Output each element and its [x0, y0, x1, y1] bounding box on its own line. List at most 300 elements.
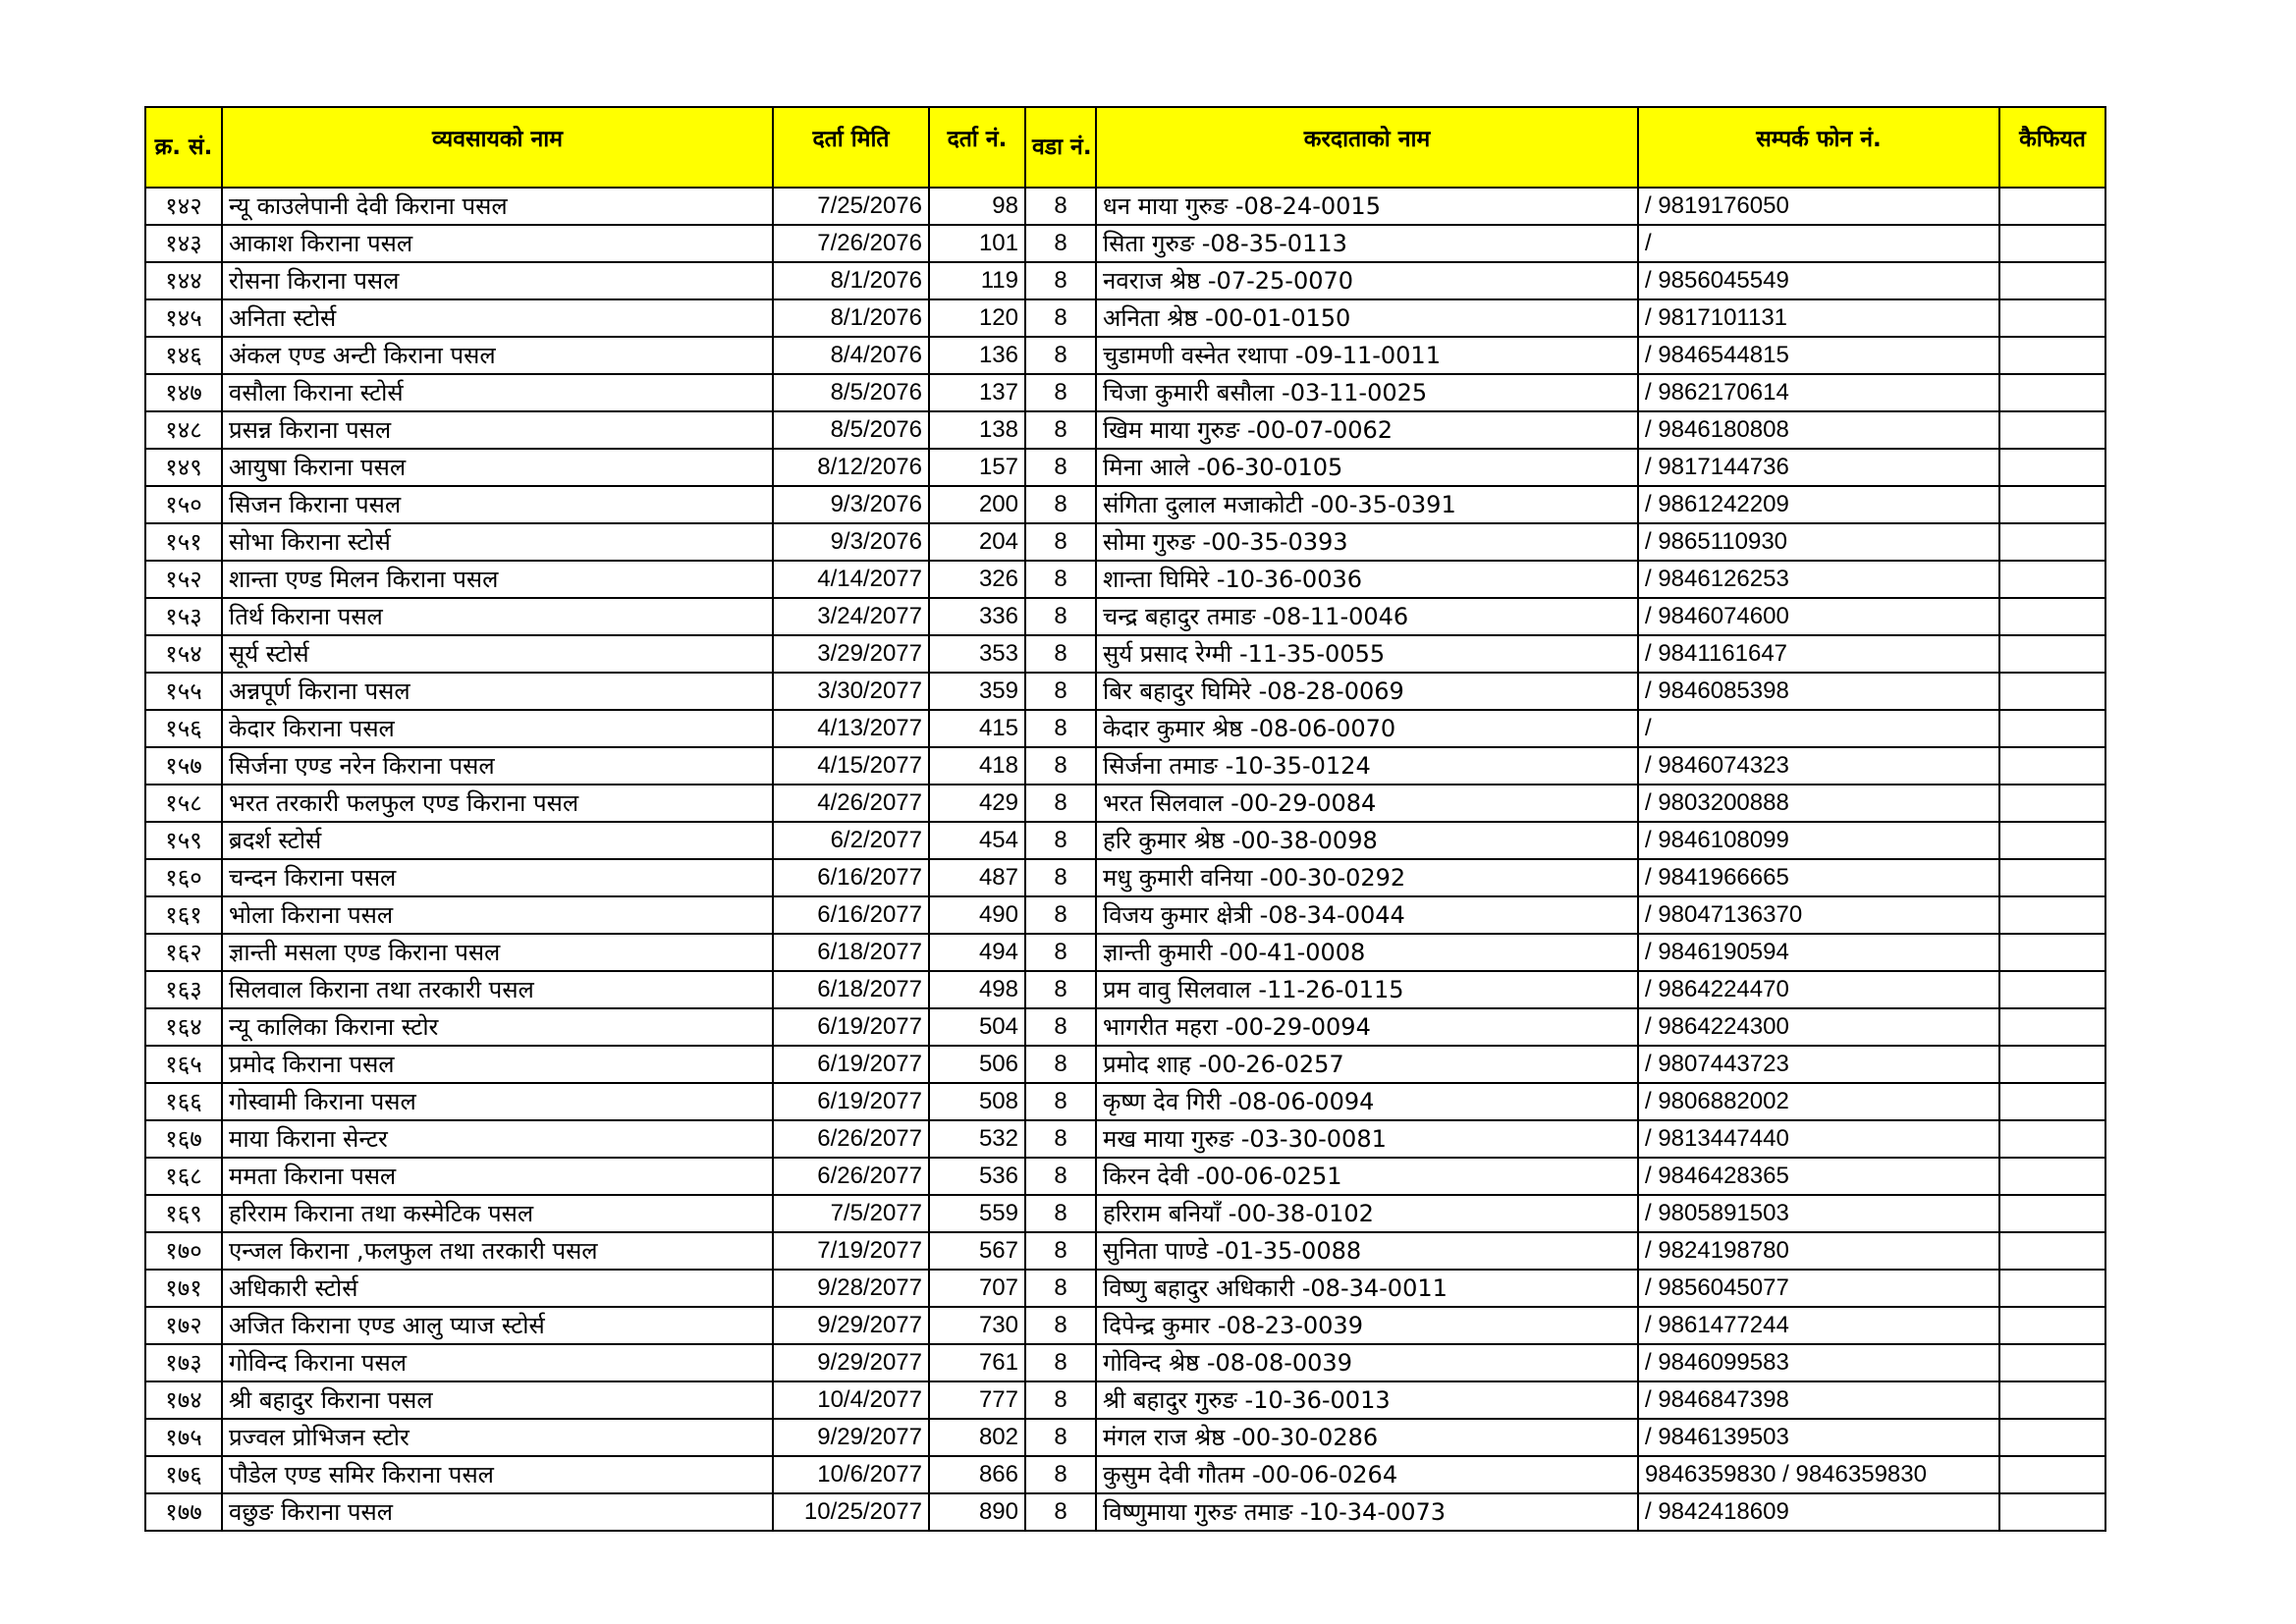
- cell-sn: १५५: [145, 673, 222, 710]
- cell-registration-number: 157: [929, 449, 1025, 486]
- table-row: [145, 710, 2105, 747]
- cell-taxpayer-name: प्रमोद शाह -00-26-0257: [1096, 1046, 1638, 1083]
- cell-business-name: अनिता स्टोर्स: [222, 299, 773, 337]
- cell-contact-phone: / 9846544815: [1638, 337, 1999, 374]
- cell-business-name: अधिकारी स्टोर्स: [222, 1270, 773, 1307]
- cell-business-name: अन्नपूर्ण किराना पसल: [222, 673, 773, 710]
- cell-registration-number: 761: [929, 1344, 1025, 1381]
- cell-contact-phone: / 9803200888: [1638, 785, 1999, 822]
- table-row: [145, 523, 2105, 561]
- cell-contact-phone: / 9846190594: [1638, 934, 1999, 971]
- cell-registration-number: 707: [929, 1270, 1025, 1307]
- cell-taxpayer-name: विजय कुमार क्षेत्री -08-34-0044: [1096, 896, 1638, 934]
- cell-sn: १६६: [145, 1083, 222, 1120]
- cell-registration-number: 730: [929, 1307, 1025, 1344]
- cell-contact-phone: 9846359830 / 9846359830: [1638, 1456, 1999, 1493]
- cell-ward: 8: [1025, 262, 1096, 299]
- cell-taxpayer-name: संगिता दुलाल मजाकोटी -00-35-0391: [1096, 486, 1638, 523]
- cell-registration-number: 494: [929, 934, 1025, 971]
- cell-remarks: [1999, 561, 2105, 598]
- cell-ward: 8: [1025, 635, 1096, 673]
- cell-sn: १४३: [145, 225, 222, 262]
- cell-registration-date: 8/5/2076: [773, 411, 929, 449]
- cell-contact-phone: / 9846074323: [1638, 747, 1999, 785]
- cell-registration-number: 353: [929, 635, 1025, 673]
- cell-business-name: भोला किराना पसल: [222, 896, 773, 934]
- cell-registration-date: 6/19/2077: [773, 1046, 929, 1083]
- cell-contact-phone: /: [1638, 710, 1999, 747]
- cell-sn: १५०: [145, 486, 222, 523]
- cell-registration-date: 9/29/2077: [773, 1344, 929, 1381]
- cell-taxpayer-name: ज्ञान्ती कुमारी -00-41-0008: [1096, 934, 1638, 971]
- cell-ward: 8: [1025, 971, 1096, 1008]
- cell-remarks: [1999, 598, 2105, 635]
- cell-registration-date: 4/26/2077: [773, 785, 929, 822]
- cell-contact-phone: / 9846074600: [1638, 598, 1999, 635]
- cell-contact-phone: / 9842418609: [1638, 1493, 1999, 1531]
- table-row: [145, 896, 2105, 934]
- cell-registration-date: 10/25/2077: [773, 1493, 929, 1531]
- cell-taxpayer-name: चिजा कुमारी बसौला -03-11-0025: [1096, 374, 1638, 411]
- cell-business-name: शान्ता एण्ड मिलन किराना पसल: [222, 561, 773, 598]
- cell-remarks: [1999, 1232, 2105, 1270]
- cell-sn: १५९: [145, 822, 222, 859]
- cell-business-name: आयुषा किराना पसल: [222, 449, 773, 486]
- cell-contact-phone: / 9817144736: [1638, 449, 1999, 486]
- cell-remarks: [1999, 635, 2105, 673]
- cell-sn: १६३: [145, 971, 222, 1008]
- cell-business-name: अजित किराना एण्ड आलु प्याज स्टोर्स: [222, 1307, 773, 1344]
- cell-sn: १६८: [145, 1158, 222, 1195]
- cell-sn: १५६: [145, 710, 222, 747]
- cell-contact-phone: / 9861242209: [1638, 486, 1999, 523]
- cell-taxpayer-name: मंगल राज श्रेष्ठ -00-30-0286: [1096, 1419, 1638, 1456]
- table-row: [145, 673, 2105, 710]
- col-header-registration-number: दर्ता नं.: [929, 107, 1025, 188]
- table-row: [145, 1046, 2105, 1083]
- cell-sn: १४८: [145, 411, 222, 449]
- cell-taxpayer-name: श्री बहादुर गुरुङ -10-36-0013: [1096, 1381, 1638, 1419]
- cell-sn: १७०: [145, 1232, 222, 1270]
- cell-sn: १७७: [145, 1493, 222, 1531]
- cell-registration-date: 6/19/2077: [773, 1008, 929, 1046]
- cell-sn: १७३: [145, 1344, 222, 1381]
- col-header-sn: क्र. सं.: [145, 107, 222, 188]
- cell-taxpayer-name: चुडामणी वस्नेत रथापा -09-11-0011: [1096, 337, 1638, 374]
- cell-taxpayer-name: नवराज श्रेष्ठ -07-25-0070: [1096, 262, 1638, 299]
- cell-sn: १५८: [145, 785, 222, 822]
- cell-sn: १४२: [145, 188, 222, 225]
- col-header-taxpayer-name: करदाताको नाम: [1096, 107, 1638, 188]
- cell-business-name: न्यू काउलेपानी देवी किराना पसल: [222, 188, 773, 225]
- cell-ward: 8: [1025, 374, 1096, 411]
- cell-business-name: आकाश किराना पसल: [222, 225, 773, 262]
- cell-remarks: [1999, 1120, 2105, 1158]
- cell-ward: 8: [1025, 188, 1096, 225]
- cell-taxpayer-name: कुसुम देवी गौतम -00-06-0264: [1096, 1456, 1638, 1493]
- business-register-table: [144, 106, 2106, 1532]
- cell-ward: 8: [1025, 1344, 1096, 1381]
- cell-registration-date: 6/16/2077: [773, 859, 929, 896]
- cell-registration-number: 559: [929, 1195, 1025, 1232]
- cell-sn: १७२: [145, 1307, 222, 1344]
- cell-taxpayer-name: सिर्जना तमाङ -10-35-0124: [1096, 747, 1638, 785]
- table-row: [145, 859, 2105, 896]
- cell-business-name: प्रसन्न किराना पसल: [222, 411, 773, 449]
- cell-contact-phone: / 9846139503: [1638, 1419, 1999, 1456]
- cell-business-name: रोसना किराना पसल: [222, 262, 773, 299]
- cell-business-name: केदार किराना पसल: [222, 710, 773, 747]
- cell-remarks: [1999, 1493, 2105, 1531]
- cell-business-name: वछुङ किराना पसल: [222, 1493, 773, 1531]
- cell-registration-number: 326: [929, 561, 1025, 598]
- cell-remarks: [1999, 262, 2105, 299]
- table-row: [145, 225, 2105, 262]
- cell-sn: १७४: [145, 1381, 222, 1419]
- cell-taxpayer-name: बिर बहादुर घिमिरे -08-28-0069: [1096, 673, 1638, 710]
- cell-ward: 8: [1025, 1270, 1096, 1307]
- table-row: [145, 747, 2105, 785]
- cell-registration-date: 6/26/2077: [773, 1120, 929, 1158]
- cell-sn: १६१: [145, 896, 222, 934]
- cell-business-name: भरत तरकारी फलफुल एण्ड किराना पसल: [222, 785, 773, 822]
- cell-business-name: गोस्वामी किराना पसल: [222, 1083, 773, 1120]
- table-row: [145, 411, 2105, 449]
- cell-taxpayer-name: मिना आले -06-30-0105: [1096, 449, 1638, 486]
- cell-ward: 8: [1025, 673, 1096, 710]
- cell-contact-phone: / 9841161647: [1638, 635, 1999, 673]
- cell-contact-phone: / 9865110930: [1638, 523, 1999, 561]
- cell-taxpayer-name: विष्णु बहादुर अधिकारी -08-34-0011: [1096, 1270, 1638, 1307]
- cell-registration-number: 200: [929, 486, 1025, 523]
- cell-registration-number: 136: [929, 337, 1025, 374]
- cell-business-name: ज्ञान्ती मसला एण्ड किराना पसल: [222, 934, 773, 971]
- cell-sn: १४४: [145, 262, 222, 299]
- cell-business-name: सिजन किराना पसल: [222, 486, 773, 523]
- cell-registration-number: 454: [929, 822, 1025, 859]
- cell-remarks: [1999, 822, 2105, 859]
- table-row: [145, 188, 2105, 225]
- cell-sn: १४९: [145, 449, 222, 486]
- cell-ward: 8: [1025, 1008, 1096, 1046]
- cell-contact-phone: / 9861477244: [1638, 1307, 1999, 1344]
- cell-registration-date: 3/30/2077: [773, 673, 929, 710]
- col-header-registration-date: दर्ता मिति: [773, 107, 929, 188]
- cell-business-name: सिर्जना एण्ड नरेन किराना पसल: [222, 747, 773, 785]
- cell-registration-number: 536: [929, 1158, 1025, 1195]
- cell-registration-date: 6/16/2077: [773, 896, 929, 934]
- cell-registration-date: 6/26/2077: [773, 1158, 929, 1195]
- cell-remarks: [1999, 411, 2105, 449]
- cell-business-name: न्यू कालिका किराना स्टोर: [222, 1008, 773, 1046]
- cell-contact-phone: /: [1638, 225, 1999, 262]
- cell-ward: 8: [1025, 1158, 1096, 1195]
- cell-business-name: प्रज्वल प्रोभिजन स्टोर: [222, 1419, 773, 1456]
- cell-ward: 8: [1025, 523, 1096, 561]
- cell-contact-phone: / 9846085398: [1638, 673, 1999, 710]
- cell-contact-phone: / 9817101131: [1638, 299, 1999, 337]
- cell-remarks: [1999, 934, 2105, 971]
- cell-registration-number: 101: [929, 225, 1025, 262]
- cell-taxpayer-name: हरि कुमार श्रेष्ठ -00-38-0098: [1096, 822, 1638, 859]
- cell-contact-phone: / 9846108099: [1638, 822, 1999, 859]
- cell-contact-phone: / 9864224470: [1638, 971, 1999, 1008]
- table-row: [145, 1008, 2105, 1046]
- cell-sn: १६०: [145, 859, 222, 896]
- cell-ward: 8: [1025, 225, 1096, 262]
- cell-remarks: [1999, 1419, 2105, 1456]
- table-row: [145, 971, 2105, 1008]
- cell-contact-phone: / 9846126253: [1638, 561, 1999, 598]
- cell-registration-date: 9/29/2077: [773, 1419, 929, 1456]
- cell-taxpayer-name: गोविन्द श्रेष्ठ -08-08-0039: [1096, 1344, 1638, 1381]
- cell-registration-number: 508: [929, 1083, 1025, 1120]
- cell-remarks: [1999, 449, 2105, 486]
- cell-registration-number: 359: [929, 673, 1025, 710]
- cell-taxpayer-name: हरिराम बनियाँ -00-38-0102: [1096, 1195, 1638, 1232]
- cell-registration-date: 7/5/2077: [773, 1195, 929, 1232]
- cell-registration-number: 567: [929, 1232, 1025, 1270]
- cell-ward: 8: [1025, 822, 1096, 859]
- cell-contact-phone: / 9805891503: [1638, 1195, 1999, 1232]
- cell-sn: १५७: [145, 747, 222, 785]
- cell-registration-number: 138: [929, 411, 1025, 449]
- cell-ward: 8: [1025, 411, 1096, 449]
- cell-remarks: [1999, 1083, 2105, 1120]
- cell-taxpayer-name: कृष्ण देव गिरी -08-06-0094: [1096, 1083, 1638, 1120]
- cell-taxpayer-name: मख माया गुरुङ -03-30-0081: [1096, 1120, 1638, 1158]
- cell-taxpayer-name: शान्ता घिमिरे -10-36-0036: [1096, 561, 1638, 598]
- cell-sn: १७५: [145, 1419, 222, 1456]
- cell-registration-date: 8/1/2076: [773, 299, 929, 337]
- cell-registration-date: 8/12/2076: [773, 449, 929, 486]
- table-row: [145, 1456, 2105, 1493]
- cell-registration-date: 9/28/2077: [773, 1270, 929, 1307]
- cell-ward: 8: [1025, 710, 1096, 747]
- cell-registration-date: 7/25/2076: [773, 188, 929, 225]
- cell-sn: १४७: [145, 374, 222, 411]
- cell-sn: १५४: [145, 635, 222, 673]
- cell-registration-date: 10/6/2077: [773, 1456, 929, 1493]
- cell-remarks: [1999, 896, 2105, 934]
- table-row: [145, 1083, 2105, 1120]
- cell-contact-phone: / 9806882002: [1638, 1083, 1999, 1120]
- cell-business-name: सूर्य स्टोर्स: [222, 635, 773, 673]
- cell-taxpayer-name: दिपेन्द्र कुमार -08-23-0039: [1096, 1307, 1638, 1344]
- cell-registration-date: 8/1/2076: [773, 262, 929, 299]
- cell-sn: १७६: [145, 1456, 222, 1493]
- cell-remarks: [1999, 523, 2105, 561]
- cell-sn: १४६: [145, 337, 222, 374]
- cell-taxpayer-name: सोमा गुरुङ -00-35-0393: [1096, 523, 1638, 561]
- cell-remarks: [1999, 299, 2105, 337]
- cell-registration-date: 7/19/2077: [773, 1232, 929, 1270]
- cell-registration-date: 6/18/2077: [773, 934, 929, 971]
- table-row: [145, 374, 2105, 411]
- cell-ward: 8: [1025, 1493, 1096, 1531]
- cell-registration-date: 4/15/2077: [773, 747, 929, 785]
- cell-sn: १४५: [145, 299, 222, 337]
- table-row: [145, 934, 2105, 971]
- cell-ward: 8: [1025, 337, 1096, 374]
- cell-business-name: अंकल एण्ड अन्टी किराना पसल: [222, 337, 773, 374]
- cell-business-name: तिर्थ किराना पसल: [222, 598, 773, 635]
- cell-contact-phone: / 98047136370: [1638, 896, 1999, 934]
- table-row: [145, 822, 2105, 859]
- cell-ward: 8: [1025, 486, 1096, 523]
- cell-registration-number: 802: [929, 1419, 1025, 1456]
- table-row: [145, 337, 2105, 374]
- cell-ward: 8: [1025, 561, 1096, 598]
- cell-contact-phone: / 9856045549: [1638, 262, 1999, 299]
- cell-business-name: ब्रदर्श स्टोर्स: [222, 822, 773, 859]
- cell-ward: 8: [1025, 1046, 1096, 1083]
- col-header-business-name: व्यवसायको नाम: [222, 107, 773, 188]
- cell-registration-date: 3/24/2077: [773, 598, 929, 635]
- table-row: [145, 1344, 2105, 1381]
- cell-taxpayer-name: सिता गुरुङ -08-35-0113: [1096, 225, 1638, 262]
- table-row: [145, 262, 2105, 299]
- cell-remarks: [1999, 1158, 2105, 1195]
- cell-contact-phone: / 9856045077: [1638, 1270, 1999, 1307]
- table-row: [145, 1307, 2105, 1344]
- cell-ward: 8: [1025, 896, 1096, 934]
- cell-business-name: प्रमोद किराना पसल: [222, 1046, 773, 1083]
- cell-taxpayer-name: विष्णुमाया गुरुङ तमाङ -10-34-0073: [1096, 1493, 1638, 1531]
- cell-registration-number: 504: [929, 1008, 1025, 1046]
- cell-contact-phone: / 9824198780: [1638, 1232, 1999, 1270]
- table-row: [145, 1381, 2105, 1419]
- cell-registration-date: 8/4/2076: [773, 337, 929, 374]
- cell-sn: १६९: [145, 1195, 222, 1232]
- cell-business-name: वसौला किराना स्टोर्स: [222, 374, 773, 411]
- cell-ward: 8: [1025, 747, 1096, 785]
- cell-registration-date: 8/5/2076: [773, 374, 929, 411]
- cell-remarks: [1999, 859, 2105, 896]
- table-row: [145, 1195, 2105, 1232]
- cell-taxpayer-name: भरत सिलवाल -00-29-0084: [1096, 785, 1638, 822]
- cell-taxpayer-name: चन्द्र बहादुर तमाङ -08-11-0046: [1096, 598, 1638, 635]
- cell-registration-number: 120: [929, 299, 1025, 337]
- cell-taxpayer-name: केदार कुमार श्रेष्ठ -08-06-0070: [1096, 710, 1638, 747]
- cell-business-name: सोभा किराना स्टोर्स: [222, 523, 773, 561]
- cell-contact-phone: / 9846428365: [1638, 1158, 1999, 1195]
- cell-contact-phone: / 9846180808: [1638, 411, 1999, 449]
- cell-sn: १६७: [145, 1120, 222, 1158]
- table-row: [145, 635, 2105, 673]
- cell-taxpayer-name: धन माया गुरुङ -08-24-0015: [1096, 188, 1638, 225]
- cell-remarks: [1999, 1307, 2105, 1344]
- col-header-ward: वडा नं.: [1025, 107, 1096, 188]
- cell-registration-date: 9/3/2076: [773, 486, 929, 523]
- table-row: [145, 299, 2105, 337]
- cell-registration-number: 498: [929, 971, 1025, 1008]
- cell-registration-number: 890: [929, 1493, 1025, 1531]
- cell-registration-number: 204: [929, 523, 1025, 561]
- cell-remarks: [1999, 188, 2105, 225]
- cell-remarks: [1999, 1456, 2105, 1493]
- cell-registration-number: 336: [929, 598, 1025, 635]
- col-header-contact-phone: सम्पर्क फोन नं.: [1638, 107, 1999, 188]
- cell-sn: १५१: [145, 523, 222, 561]
- cell-remarks: [1999, 486, 2105, 523]
- table-row: [145, 449, 2105, 486]
- cell-business-name: पौडेल एण्ड समिर किराना पसल: [222, 1456, 773, 1493]
- cell-remarks: [1999, 1270, 2105, 1307]
- cell-remarks: [1999, 785, 2105, 822]
- cell-registration-number: 137: [929, 374, 1025, 411]
- cell-taxpayer-name: सुनिता पाण्डे -01-35-0088: [1096, 1232, 1638, 1270]
- table-row: [145, 1270, 2105, 1307]
- cell-registration-number: 777: [929, 1381, 1025, 1419]
- cell-ward: 8: [1025, 1381, 1096, 1419]
- cell-ward: 8: [1025, 1120, 1096, 1158]
- cell-registration-number: 98: [929, 188, 1025, 225]
- cell-business-name: श्री बहादुर किराना पसल: [222, 1381, 773, 1419]
- cell-contact-phone: / 9846099583: [1638, 1344, 1999, 1381]
- cell-ward: 8: [1025, 449, 1096, 486]
- cell-remarks: [1999, 971, 2105, 1008]
- cell-registration-number: 119: [929, 262, 1025, 299]
- cell-taxpayer-name: प्रम वावु सिलवाल -11-26-0115: [1096, 971, 1638, 1008]
- cell-taxpayer-name: किरन देवी -00-06-0251: [1096, 1158, 1638, 1195]
- cell-registration-date: 9/29/2077: [773, 1307, 929, 1344]
- cell-registration-number: 418: [929, 747, 1025, 785]
- cell-contact-phone: / 9846847398: [1638, 1381, 1999, 1419]
- header-row: [145, 107, 2105, 188]
- cell-business-name: हरिराम किराना तथा कस्मेटिक पसल: [222, 1195, 773, 1232]
- cell-remarks: [1999, 337, 2105, 374]
- cell-taxpayer-name: अनिता श्रेष्ठ -00-01-0150: [1096, 299, 1638, 337]
- cell-contact-phone: / 9819176050: [1638, 188, 1999, 225]
- cell-business-name: गोविन्द किराना पसल: [222, 1344, 773, 1381]
- cell-registration-date: 4/13/2077: [773, 710, 929, 747]
- cell-remarks: [1999, 1046, 2105, 1083]
- cell-remarks: [1999, 710, 2105, 747]
- table-row: [145, 1232, 2105, 1270]
- cell-registration-date: 7/26/2076: [773, 225, 929, 262]
- cell-contact-phone: / 9862170614: [1638, 374, 1999, 411]
- cell-sn: १६४: [145, 1008, 222, 1046]
- cell-registration-number: 866: [929, 1456, 1025, 1493]
- cell-remarks: [1999, 673, 2105, 710]
- table-row: [145, 785, 2105, 822]
- table-row: [145, 1158, 2105, 1195]
- cell-registration-date: 3/29/2077: [773, 635, 929, 673]
- table-row: [145, 486, 2105, 523]
- cell-business-name: सिलवाल किराना तथा तरकारी पसल: [222, 971, 773, 1008]
- cell-ward: 8: [1025, 785, 1096, 822]
- cell-sn: १७१: [145, 1270, 222, 1307]
- table-row: [145, 1419, 2105, 1456]
- cell-sn: १६५: [145, 1046, 222, 1083]
- cell-ward: 8: [1025, 859, 1096, 896]
- cell-ward: 8: [1025, 1083, 1096, 1120]
- cell-ward: 8: [1025, 1419, 1096, 1456]
- cell-registration-number: 532: [929, 1120, 1025, 1158]
- cell-registration-date: 9/3/2076: [773, 523, 929, 561]
- cell-business-name: ममता किराना पसल: [222, 1158, 773, 1195]
- cell-registration-date: 6/19/2077: [773, 1083, 929, 1120]
- cell-ward: 8: [1025, 1456, 1096, 1493]
- cell-business-name: माया किराना सेन्टर: [222, 1120, 773, 1158]
- cell-ward: 8: [1025, 299, 1096, 337]
- cell-ward: 8: [1025, 1307, 1096, 1344]
- cell-ward: 8: [1025, 1195, 1096, 1232]
- cell-remarks: [1999, 374, 2105, 411]
- cell-taxpayer-name: सुर्य प्रसाद रेग्मी -11-35-0055: [1096, 635, 1638, 673]
- col-header-remarks: कैफियत: [1999, 107, 2105, 188]
